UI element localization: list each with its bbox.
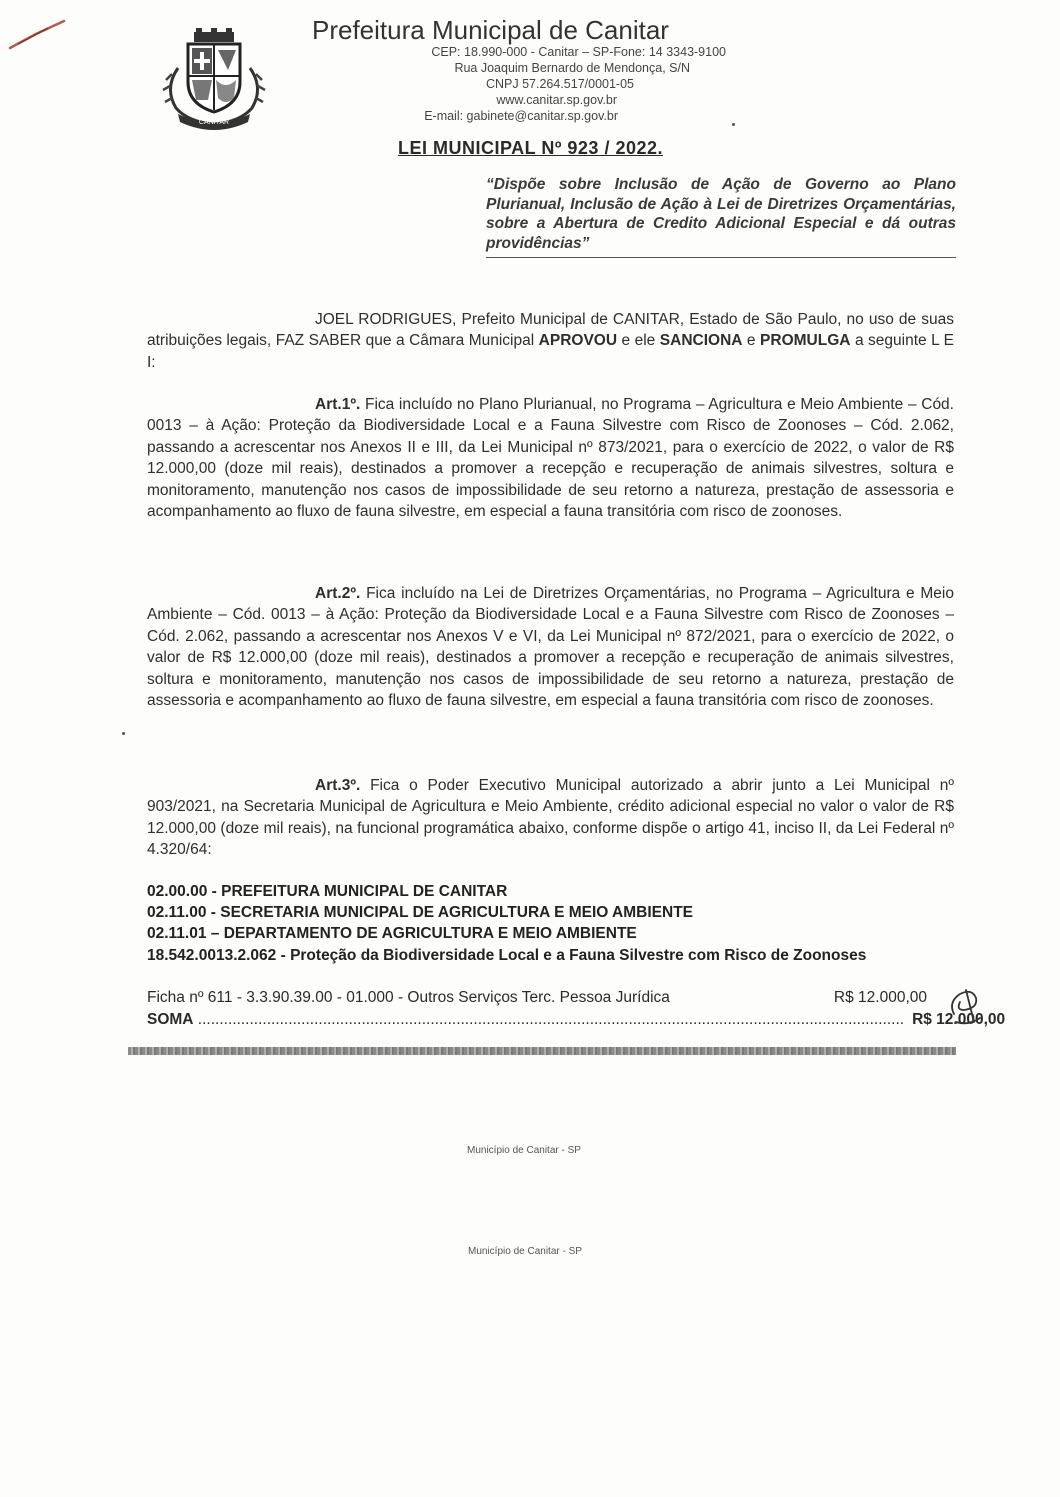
ficha-row: [147, 989, 927, 1007]
article-3: [147, 775, 954, 861]
handwritten-initials: [946, 984, 984, 1028]
article-3-text: Fica o Poder Executivo Municipal autorizado a abrir junto a Lei Municipal nº 903/2021, na Secretaria Municipal de Agricultura e Meio Ambiente, crédito adicional especial no valor o valor de R$ 12.000,00 (doze mil reais), na funcional programática abaixo, conforme dispõe o artigo 41, inciso II, da Lei Federal nº 4.320/64:: [147, 777, 954, 859]
article-2-text: Fica incluído na Lei de Diretrizes Orçamentárias, no Programa – Agricultura e Meio Ambiente – Cód. 0013 – à Ação: Proteção da Biodiversidade Local e a Fauna Silvestre com Risco de Zoonoses – Cód. 2.062, passando a acrescentar nos Anexos V e VI, da Lei Municipal nº 872/2021, para o exercício de 2022, o valor de R$ 12.000,00 (doze mil reais), destinados a promover a recepção e recuperação de animais silvestres, soltura e monitoramento, manutenção nos casos de impossibilidade de seu retorno a natureza, prestação de assessoria e acompanhamento ao fluxo de fauna silvestre, em especial a fauna transitória com risco de zoonoses.: [147, 585, 954, 710]
footer-municipality-2: Município de Canitar - SP: [468, 1246, 582, 1257]
law-title: LEI MUNICIPAL Nº 923 / 2022.: [398, 138, 663, 158]
intro-paragraph: JOEL RODRIGUES, Prefeito Municipal de CANITAR, Estado de São Paulo, no uso de suas atribuições legais, FAZ SABER que a Câmara Municipal APROVOU e ele SANCIONA e PROMULGA a seguinte L E I:: [147, 311, 955, 371]
sanciona-word: SANCIONA: [659, 332, 743, 350]
bottom-rule: [128, 1047, 956, 1055]
law-summary: “Dispõe sobre Inclusão de Ação de Governo ao Plano Plurianual, Inclusão de Ação à Lei de Diretrizes Orçamentárias, sobre a Abertura de Credito Adicional Especial e dá outras providências”: [486, 175, 956, 258]
municipal-crest-icon: [158, 28, 270, 128]
article-1-text: Fica incluído no Plano Plurianual, no Programa – Agricultura e Meio Ambiente – Cód. 0013 – à Ação: Proteção da Biodiversidade Local e a Fauna Silvestre com Risco de Zoonoses – Cód. 2.062, passando a acrescentar nos Anexos II e III, da Lei Municipal nº 873/2021, para o exercício de 2022, o valor de R$ 12.000,00 (doze mil reais), destinados a promover a recepção e recuperação de animais silvestres, soltura e monitoramento, manutenção nos casos de impossibilidade de seu retorno a natureza, prestação de assessoria e acompanhamento ao fluxo de fauna silvestre, em especial a fauna transitória com risco de zoonoses.: [147, 396, 954, 521]
pen-mark: [8, 18, 68, 52]
aprovou-word: APROVOU: [538, 332, 618, 350]
mayor-name: JOEL RODRIGUES: [315, 311, 453, 328]
scan-speck: [122, 732, 125, 735]
budget-row-departamento: 02.11.01 – DEPARTAMENTO DE AGRICULTURA E MEIO AMBIENTE: [147, 925, 637, 942]
header-line-address: Rua Joaquim Bernardo de Mendonça, S/N: [454, 61, 690, 75]
article-2: [147, 583, 954, 711]
soma-amount: R$ 12.000,00: [912, 1011, 1006, 1028]
budget-row-prefeitura: 02.00.00 - PREFEITURA MUNICIPAL DE CANITAR: [147, 883, 508, 900]
header-line-email: E-mail: gabinete@canitar.sp.gov.br: [424, 109, 618, 123]
promulga-word: PROMULGA: [760, 332, 851, 350]
header-line-cnpj: CNPJ 57.264.517/0001-05: [485, 77, 634, 91]
article-3-label: Art.3º.: [315, 777, 361, 794]
header-title: Prefeitura Municipal de Canitar: [312, 15, 669, 45]
header-line-website: www.canitar.sp.gov.br: [496, 93, 617, 107]
soma-label: SOMA: [147, 1011, 194, 1028]
article-1-label: Art.1º.: [315, 396, 361, 413]
budget-row-funcional: 18.542.0013.2.062 - Proteção da Biodiversidade Local e a Fauna Silvestre com Risco de Zoonoses: [147, 947, 867, 964]
crest-label: CANITAR: [198, 119, 230, 126]
scan-speck: [732, 123, 735, 126]
budget-row-secretaria: 02.11.00 - SECRETARIA MUNICIPAL DE AGRICULTURA E MEIO AMBIENTE: [147, 904, 694, 921]
ficha-amount: R$ 12.000,00: [833, 989, 927, 1006]
soma-row: SOMA .................................................................................................................................................................... R$ 12.000,00: [147, 1011, 1006, 1028]
article-2-label: Art.2º.: [315, 585, 361, 602]
header-line-cep: CEP: 18.990-000 - Canitar – SP-Fone: 14 3343-9100: [431, 45, 726, 59]
footer-municipality-1: Município de Canitar - SP: [467, 1145, 581, 1156]
ficha-label: Ficha nº 611 - 3.3.90.39.00 - 01.000 - Outros Serviços Terc. Pessoa Jurídica: [147, 989, 670, 1006]
article-1: [147, 394, 954, 522]
